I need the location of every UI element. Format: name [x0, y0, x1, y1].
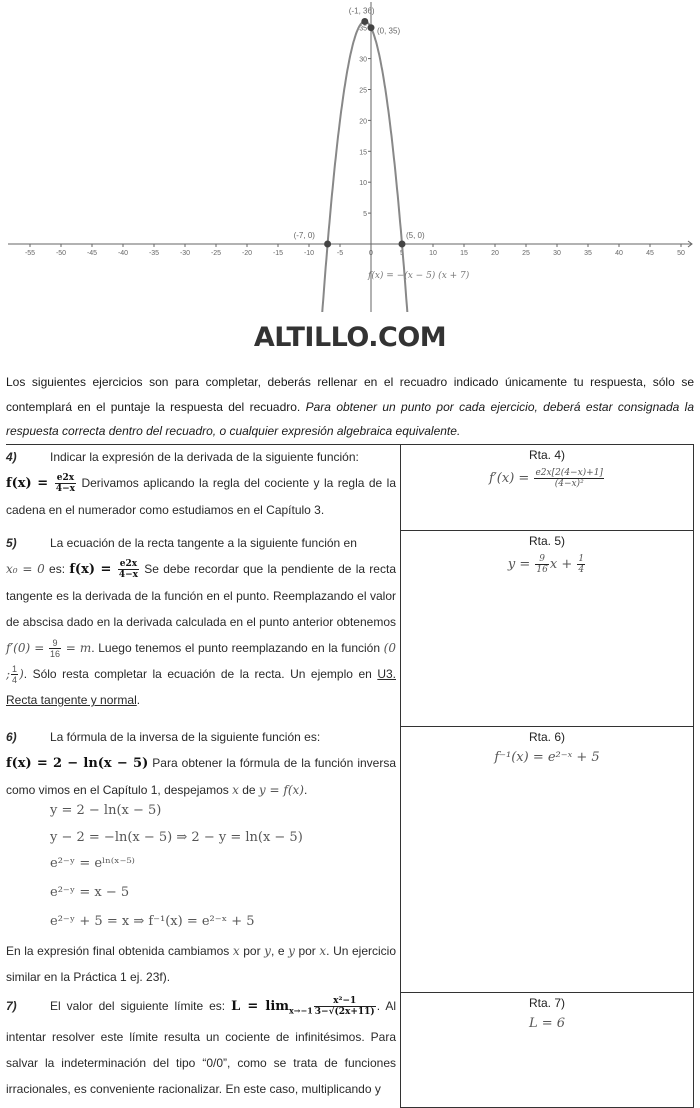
x-tick-label: -10: [303, 250, 315, 257]
x-tick-label: 40: [615, 250, 623, 257]
x-tick-label: 35: [584, 250, 592, 257]
function-expression: f(x) = $\frac{e2x}{4-x}$: [69, 559, 138, 580]
graph-point: [361, 18, 368, 25]
intro-paragraph: [6, 370, 694, 444]
step-1: y = 2 − ln(x − 5): [50, 803, 162, 818]
x-tick-label: -50: [55, 250, 67, 257]
answer-value: L = 6: [528, 1016, 566, 1031]
exercise-title: Indicar la expresión de la derivada de la siguiente función:: [50, 450, 359, 464]
x-tick-label: -40: [117, 250, 129, 257]
step-3: e²⁻ʸ = eˡⁿ⁽ˣ⁻⁵⁾: [50, 856, 135, 871]
x-tick-label: 20: [491, 250, 499, 257]
brand-watermark: ALTILLO.COM: [253, 322, 447, 353]
x-tick-label: 50: [677, 250, 685, 257]
step-2: y − 2 = −ln(x − 5) ⇒ 2 − y = ln(x − 5): [50, 830, 303, 845]
x-tick-label: 45: [646, 250, 654, 257]
x-tick-label: 30: [553, 250, 561, 257]
recta-tangente-link[interactable]: U3. Recta tangente y normal: [6, 667, 396, 707]
exercise-5: 5) La ecuación de la recta tangente a la siguiente función en x₀ = 0 es: f(x) = $\frac{e2x}{4-x}$ Se debe recordar que la pendiente de la recta tangente es la derivada de la función en el punto. Reemplazando el valor de abscisa dado en la derivada calculada en el punto anterior obtenemos f′(0) = $\frac{9}{16}$ = m. Luego tenemos el punto reemplazando en la función (0 ; $\frac{1}{4}$ ). Sólo resta completar la ecuación de la recta. Un ejemplo en U3. Recta tangente y normal.: [6, 530, 396, 713]
graph-point-label: (-1, 36): [348, 6, 375, 16]
y-tick-label: 35: [359, 25, 367, 33]
function-expression: f(x) = 2 − ln(x − 5): [6, 756, 149, 771]
parabola-curve: [300, 22, 430, 313]
x-tick-label: -20: [241, 250, 253, 257]
exercise-number: 4): [6, 450, 17, 464]
x-tick-label: -35: [148, 250, 160, 257]
exercise-number: 5): [6, 536, 17, 550]
answer-box-4[interactable]: [400, 444, 694, 532]
graph-ticks: [25, 26, 685, 257]
graph-point-label: (-7, 0): [293, 231, 315, 240]
answer-box-6[interactable]: [400, 726, 694, 994]
x-tick-label: -15: [272, 250, 284, 257]
graph-point: [399, 241, 406, 248]
function-expression: f(x) = $\frac{e2x}{4-x}$: [6, 473, 75, 494]
graph-point: [324, 241, 331, 248]
exercise-7: 7) El valor del siguiente límite es: $L = \lim_{x\to-1}$ $\frac{\text{x²−1}}{3-√(2x+11)}$ . Al intentar resolver este límite resulta un cociente de infinitésimos. Para salvar la indeterminación del tipo “0/0”, como se trata de funciones irracionales, es conveniente racionalizar. En este caso, multiplicando y: [6, 993, 396, 1102]
y-tick-label: 25: [359, 87, 367, 95]
exercise-6: 6) La fórmula de la inversa de la siguiente función es: f(x) = 2 − ln(x − 5) Para obtener la fórmula de la función inversa como vimos en el Capítulo 1, despejamos x de y = f(x).: [6, 724, 396, 803]
y-tick-label: 20: [359, 118, 367, 126]
x-tick-label: -5: [336, 250, 344, 257]
exercise-title: La ecuación de la recta tangente a la siguiente función en: [50, 536, 357, 550]
answer-box-title: Rta. 5): [528, 534, 565, 548]
y-tick-label: 15: [359, 149, 367, 157]
answer-value: f′(x) = $\frac{e2x[2(4-x)+1]}{\text{(4−x)²}}$: [489, 468, 603, 489]
function-label: f(x) = −(x − 5) (x + 7): [368, 271, 470, 281]
x-tick-label: -55: [24, 250, 36, 257]
answer-box-title: Rta. 4): [528, 448, 565, 462]
answer-box-5[interactable]: [400, 530, 694, 728]
answer-value: y = $\frac{9}{16}$ x + $\frac{1}{4}$: [507, 554, 585, 575]
y-tick-label: 5: [363, 211, 367, 219]
exercise-number: 7): [6, 999, 17, 1013]
x-tick-label: 5: [400, 250, 404, 257]
x-tick-label: 25: [522, 250, 530, 257]
exercise-4: [6, 444, 396, 523]
function-graph: [0, 0, 700, 312]
x-tick-label: -45: [86, 250, 98, 257]
step-4: e²⁻ʸ = x − 5: [50, 885, 130, 900]
limit-expression: $L = \lim_{x\to-1}$ $\frac{\text{x²−1}}{3-√(2x+11)}$: [231, 996, 375, 1017]
intro-text: Los siguientes ejercicios son para completar, deberás rellenar en el recuadro indicado únicamente tu respuesta, sólo se contemplará en el puntaje la respuesta del recuadro.: [6, 375, 694, 414]
y-tick-label: 10: [359, 180, 367, 188]
x-tick-label: -25: [210, 250, 222, 257]
x-tick-label: -30: [179, 250, 191, 257]
exercise-text: Derivamos aplicando la regla del cociente y la regla de la cadena en el numerador como estudiamos en el Capítulo 3.: [6, 476, 396, 517]
x-tick-label: 15: [460, 250, 468, 257]
graph-axes: [8, 2, 692, 312]
y-tick-label: 30: [359, 56, 367, 64]
graph-point-label: (5, 0): [406, 231, 425, 240]
x-tick-label: 0: [369, 250, 373, 257]
intro-emphasis: Para obtener un punto por cada ejercicio, deberá estar consignada la respuesta correcta dentro del recuadro, o cualquier expresión algebraica equivalente.: [6, 399, 694, 438]
answer-value: f⁻¹(x) = e²⁻ˣ + 5: [494, 750, 600, 765]
exercise-number: 6): [6, 730, 17, 744]
answer-box-title: Rta. 6): [528, 730, 565, 744]
graph-point-label: (0, 35): [377, 26, 401, 36]
exercise-6-conclusion: En la expresión final obtenida cambiamos x por y, e y por x. Un ejercicio similar en la Práctica 1 ej. 23f).: [6, 944, 397, 984]
graph-points: [294, 7, 425, 248]
exercise-title: La fórmula de la inversa de la siguiente función es:: [50, 730, 321, 744]
answer-box-7[interactable]: [400, 992, 694, 1108]
graph-point: [368, 24, 375, 31]
x-tick-label: 10: [429, 250, 437, 257]
answer-box-title: Rta. 7): [528, 996, 565, 1010]
step-5: e²⁻ʸ + 5 = x ⇒ f⁻¹(x) = e²⁻ˣ + 5: [50, 914, 255, 929]
exercise-title: El valor del siguiente límite es:: [50, 999, 226, 1013]
